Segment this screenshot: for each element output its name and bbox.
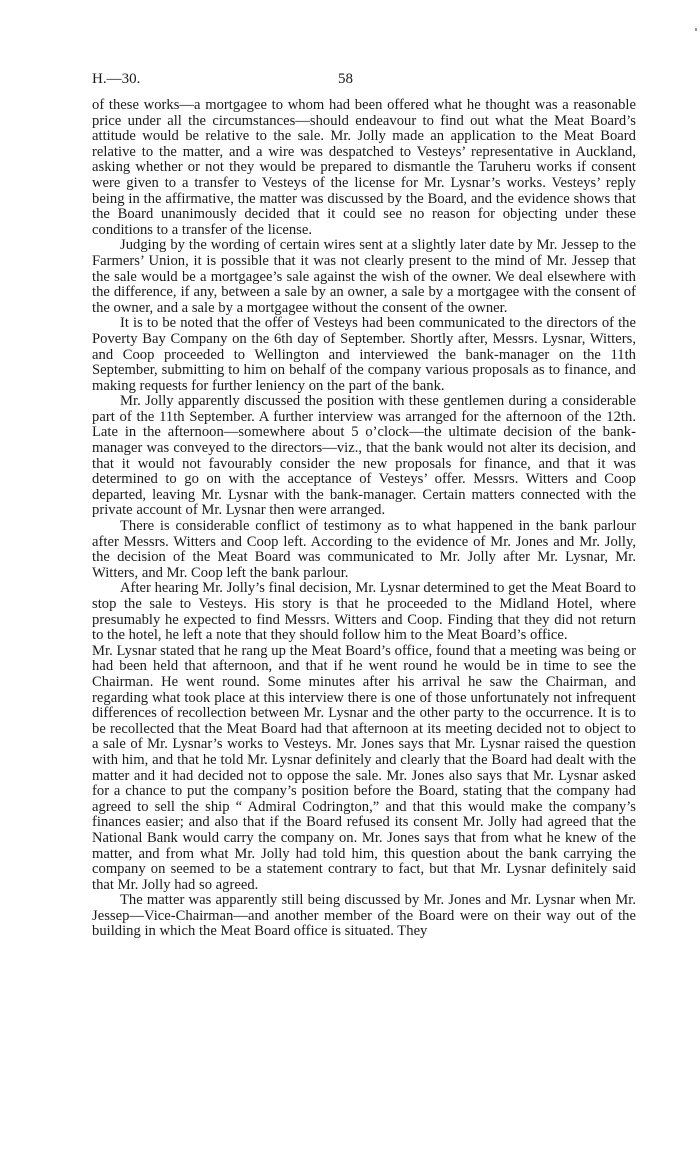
paragraph: Mr. Jolly apparently discussed the position with these gentlemen during a considerable part of the 11th September. A further interview was arranged for the afternoon of the 12th. Late in the afternoon—somewhere about 5 o’clock—the ultimate decision of the bank-manager was conveyed to the directors—viz., that the bank would not alter its decision, and that it would not favourably consider the new proposals for finance, and that it was determined to go on with the acceptance of Vesteys’ offer. Messrs. Witters and Coop departed, leaving Mr. Lysnar with the bank-manager. Certain matters connected with the private account of Mr. Lysnar then were arranged. xyxy=(92,393,636,519)
paragraph: Mr. Lysnar stated that he rang up the Meat Board’s office, found that a meeting was being or had been held that afternoon, and that if he went round he would be in time to see the Chairman. He went round. Some minutes after his arrival he saw the Chairman, and regarding what took place at this interview there is one of those unfortunately not infrequent differences of recollection between Mr. Lysnar and the other party to the occurrence. It is to be recollected that the Meat Board had that afternoon at its meeting decided not to object to a sale of Mr. Lysnar’s works to Vesteys. Mr. Jones says that Mr. Lysnar raised the question with him, and that he told Mr. Lysnar definitely and clearly that the Board had dealt with the matter and it had decided not to oppose the sale. Mr. Jones also says that Mr. Lysnar asked for a chance to put the company’s position before the Board, stating that the company had agreed to sell the ship “ Admiral Codrington,” and that this would make the company’s finances easier; and also that if the Board refused its consent Mr. Jolly had agreed that the National Bank would carry the company on. Mr. Jones says that from what he knew of the matter, and from what Mr. Jolly had told him, this question about the bank carrying the company on seemed to be a statement contrary to fact, but that Mr. Lysnar definitely said that Mr. Jolly had so agreed. xyxy=(92,642,636,893)
paragraph: The matter was apparently still being discussed by Mr. Jones and Mr. Lysnar when Mr. Jessep—Vice-Chairman—and another member of the Board were on their way out of the building in which the Meat Board office is situated. They xyxy=(92,892,636,940)
paragraph: Judging by the wording of certain wires sent at a slightly later date by Mr. Jessep to the Farmers’ Union, it is possible that it was not clearly present to the mind of Mr. Jessep that the sale would be a mortgagee’s sale against the wish of the owner. We deal elsewhere with the difference, if any, between a sale by an owner, a sale by a mortgagee with the consent of the owner, and a sale by a mortgagee without the consent of the owner. xyxy=(92,237,636,316)
page-number: 58 xyxy=(338,71,353,87)
paragraph: It is to be noted that the offer of Vesteys had been communicated to the directors of the Poverty Bay Company on the 6th day of September. Shortly after, Messrs. Lysnar, Witters, and Coop proceeded to Wellington and interviewed the bank-manager on the 11th September, submitting to him on behalf of the company various proposals as to finance, and making requests for further leniency on the part of the bank. xyxy=(92,315,636,394)
document-reference: H.—30. xyxy=(92,71,141,87)
body-text xyxy=(92,98,636,940)
paragraph: After hearing Mr. Jolly’s final decision, Mr. Lysnar determined to get the Meat Board to stop the sale to Vesteys. His story is that he proceeded to the Midland Hotel, where presumably he expected to find Messrs. Witters and Coop. Finding that they did not return to the hotel, he left a note that they should follow him to the Meat Board’s office. xyxy=(92,580,636,644)
page-header xyxy=(92,71,612,91)
paragraph: of these works—a mortgagee to whom had been offered what he thought was a reasonable price under all the circumstances—should endeavour to find out what the Meat Board’s attitude would be relative to the sale. Mr. Jolly made an application to the Meat Board relative to the matter, and a wire was despatched to Vesteys’ representative in Auckland, asking whether or not they would be prepared to dismantle the Taruheru works if consent were given to a transfer to Vesteys of the license for Mr. Lysnar’s works. Vesteys’ reply being in the affirmative, the matter was discussed by the Board, and the evidence shows that the Board unanimously decided that it could see no reason for objecting under these conditions to a transfer of the license. xyxy=(92,97,636,238)
scan-speck xyxy=(695,28,697,31)
paragraph: There is considerable conflict of testimony as to what happened in the bank parlour after Messrs. Witters and Coop left. According to the evidence of Mr. Jones and Mr. Jolly, the decision of the Meat Board was communicated to Mr. Jolly after Mr. Lysnar, Mr. Witters, and Mr. Coop left the bank parlour. xyxy=(92,518,636,581)
